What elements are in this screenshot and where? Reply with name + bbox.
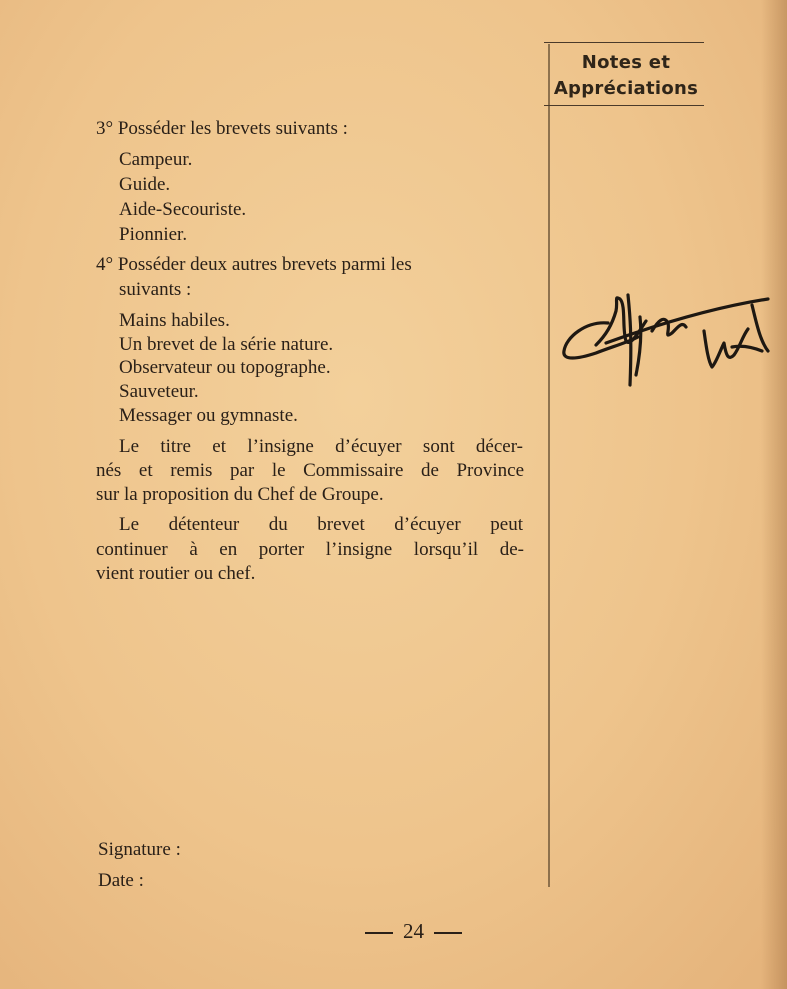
notes-title-line2: Appréciations: [553, 78, 699, 99]
page-number: [0, 917, 787, 945]
section-3-heading: 3° Posséder les brevets suivants :: [96, 118, 348, 139]
notes-title-line1: Notes et: [581, 52, 671, 73]
paragraph-1-line3: sur la proposition du Chef de Groupe.: [96, 484, 384, 505]
date-label: Date :: [98, 870, 144, 891]
page-edge-shadow: [761, 0, 787, 989]
signature-label: Signature :: [98, 839, 181, 860]
notes-title: [541, 50, 711, 102]
section-4-item: Observateur ou topographe.: [119, 357, 331, 378]
paragraph-2-line2: continuer à en porter l’insigne lorsqu’il de-: [96, 539, 524, 560]
notes-header-bottom-rule: [544, 105, 704, 106]
section-3-item: Guide.: [119, 174, 171, 195]
page-number-dash-right: [434, 932, 462, 934]
section-3-item: Campeur.: [119, 149, 193, 170]
paragraph-2-line3: vient routier ou chef.: [96, 563, 256, 584]
paragraph-2-line1: Le détenteur du brevet d’écuyer peut: [119, 514, 523, 535]
section-4-heading-line2: suivants :: [119, 279, 192, 300]
section-4-item: Un brevet de la série nature.: [119, 334, 334, 355]
notes-header-top-rule: [544, 42, 704, 43]
section-4-item: Mains habiles.: [119, 310, 230, 331]
page-number-value: 24: [403, 919, 424, 943]
section-3-item: Aide-Secouriste.: [119, 199, 247, 220]
section-3-item: Pionnier.: [119, 224, 188, 245]
handwritten-signature: [556, 285, 776, 395]
page-number-dash-left: [365, 932, 393, 934]
paragraph-1-line2: nés et remis par le Commissaire de Province: [96, 460, 524, 481]
section-4-item: Messager ou gymnaste.: [119, 405, 298, 426]
notes-column-divider: [548, 44, 550, 887]
paragraph-1-line1: Le titre et l’insigne d’écuyer sont décer-: [119, 436, 523, 457]
section-4-item: Sauveteur.: [119, 381, 199, 402]
section-4-heading-line1: 4° Posséder deux autres brevets parmi les: [96, 254, 412, 275]
